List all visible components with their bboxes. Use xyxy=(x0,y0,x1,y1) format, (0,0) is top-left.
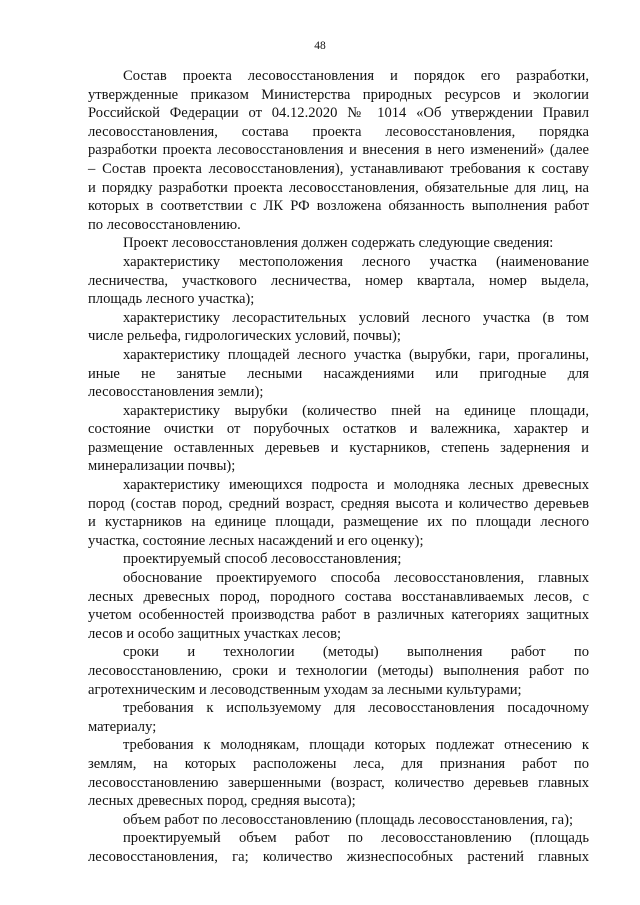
paragraph xyxy=(88,550,589,569)
paragraph xyxy=(88,346,589,402)
text-line: лесовосстановления, га; количество жизнеспособных растений главных xyxy=(88,848,589,865)
text-line: лесов и особо защитных участках лесов; xyxy=(88,625,342,642)
text-line: учетом особенностей производства работ в различных категориях защитных xyxy=(88,607,589,624)
text-line: по лесовосстановлению. xyxy=(88,216,241,233)
paragraph xyxy=(88,811,589,830)
text-line: участка, состояние лесных насаждений и его оценку); xyxy=(88,532,424,549)
paragraph xyxy=(88,699,589,736)
text-line: и порядку разработки проекта лесовосстановления, обязательные для лиц, на xyxy=(88,179,589,196)
text-line: характеристику местоположения лесного участка (наименование xyxy=(123,253,589,270)
text-line: лесовосстановления земли); xyxy=(88,384,264,401)
text-line: – Состав проекта лесовосстановления), устанавливают требования к составу xyxy=(88,160,589,177)
paragraph xyxy=(88,829,589,866)
text-line: землям, на которых расположены леса, для признания работ по xyxy=(88,755,589,772)
text-line: которых в соответствии с ЛК РФ возложена обязанность выполнения работ xyxy=(88,198,589,215)
page-number: 48 xyxy=(314,40,326,52)
text-line: проектируемый способ лесовосстановления; xyxy=(123,551,402,568)
text-line: характеристику имеющихся подроста и молодняка лесных древесных xyxy=(123,477,589,494)
text-line: сроки и технологии (методы) выполнения работ по xyxy=(123,644,589,661)
paragraph xyxy=(88,569,589,643)
text-line: Проект лесовосстановления должен содержать следующие сведения: xyxy=(123,235,554,252)
text-line: лесовосстановления, состава проекта лесовосстановления, порядка xyxy=(88,123,589,140)
paragraph xyxy=(88,234,589,253)
paragraph xyxy=(88,309,589,346)
text-line: характеристику площадей лесного участка (вырубки, гари, прогалины, xyxy=(123,346,589,363)
paragraph xyxy=(88,643,589,699)
text-line: лесовосстановлению, сроки и технологии (методы) выполнения работ по xyxy=(88,663,589,679)
text-line: лесничества, участкового лесничества, номер квартала, номер выдела, xyxy=(88,272,589,289)
text-line: минерализации почвы); xyxy=(88,458,236,475)
text-line: площадь лесного участка); xyxy=(88,291,255,308)
text-line: агротехническим и лесоводственным уходам за лесными культурами; xyxy=(88,681,522,698)
text-line: лесных древесных пород, средняя высота); xyxy=(88,793,356,810)
text-line: характеристику вырубки (количество пней на единице площади, xyxy=(123,402,589,419)
paragraph xyxy=(88,253,589,309)
text-line: проектируемый объем работ по лесовосстановлению (площадь xyxy=(123,830,589,847)
document-body xyxy=(88,67,589,867)
text-line: и кустарников на единице площади, размещение их по площади лесного xyxy=(88,514,589,531)
text-line: лесных древесных пород, породного состава восстанавливаемых лесов, с xyxy=(88,588,589,605)
paragraph xyxy=(88,402,589,476)
text-line: утвержденные приказом Министерства природных ресурсов и экологии xyxy=(88,86,589,103)
text-line: требования к молоднякам, площади которых подлежат отнесению к xyxy=(123,737,589,754)
text-line: разработки проекта лесовосстановления и внесения в него изменений» (далее xyxy=(88,142,589,159)
text-line: числе рельефа, гидрологических условий, почвы); xyxy=(88,328,401,345)
text-line: материалу; xyxy=(88,718,157,735)
paragraph xyxy=(88,736,589,810)
text-line: Состав проекта лесовосстановления и порядок его разработки, xyxy=(123,68,589,84)
text-line: пород (состав пород, средний возраст, средняя высота и количество деревьев xyxy=(88,495,589,512)
text-line: иные не занятые лесными насаждениями или пригодные для xyxy=(88,365,589,382)
text-line: лесовосстановлению завершенными (возраст, количество деревьев главных xyxy=(88,774,589,791)
text-line: размещение оставленных деревьев и кустарников, степень задернения и xyxy=(88,439,589,456)
text-line: требования к используемому для лесовосстановления посадочному xyxy=(123,700,589,717)
paragraph xyxy=(88,67,589,234)
text-line: обоснование проектируемого способа лесовосстановления, главных xyxy=(123,570,589,587)
text-line: характеристику лесорастительных условий лесного участка (в том xyxy=(123,309,589,326)
text-line: объем работ по лесовосстановлению (площадь лесовосстановления, га); xyxy=(123,811,574,828)
text-line: состояние очистки от порубочных остатков и валежника, характер и xyxy=(88,421,589,438)
text-line: Российской Федерации от 04.12.2020 № 1014 «Об утверждении Правил xyxy=(88,105,589,122)
paragraph xyxy=(88,476,589,550)
